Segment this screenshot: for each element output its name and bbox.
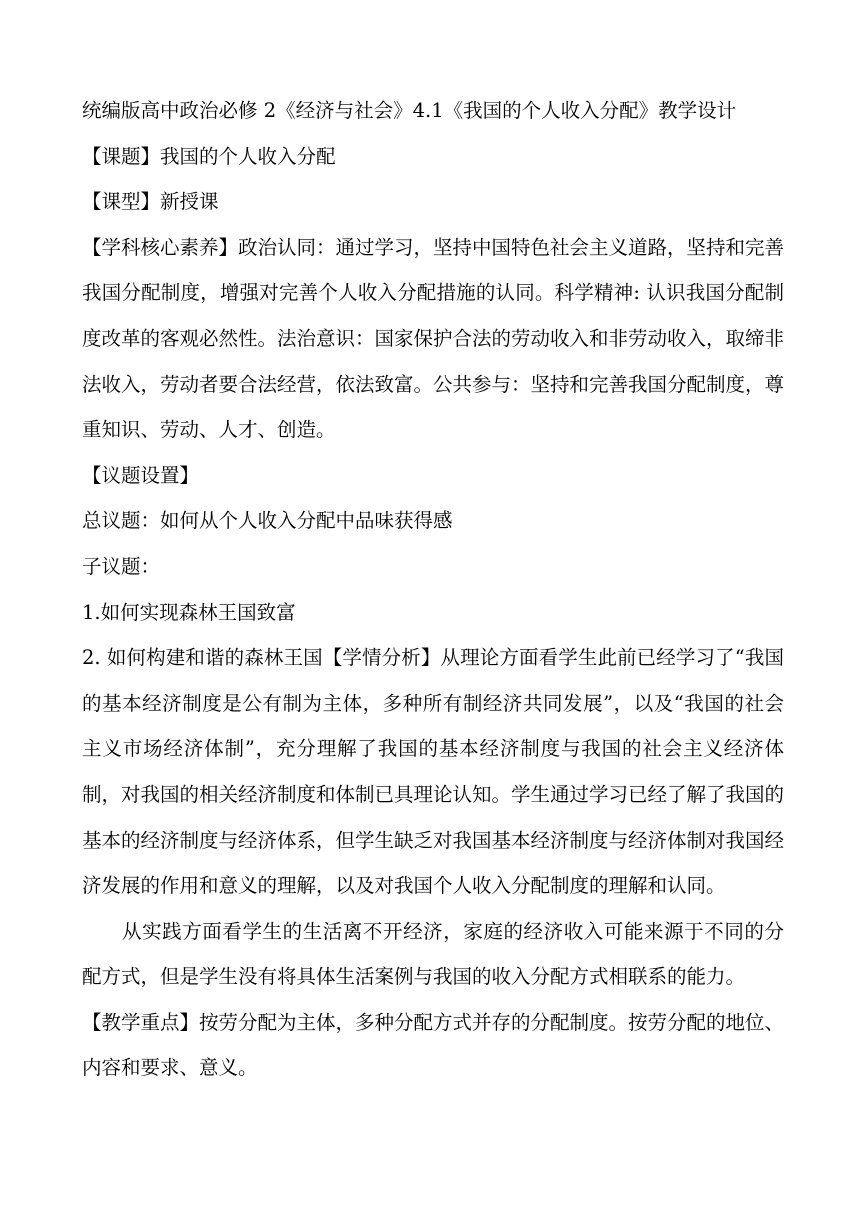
teaching-focus-paragraph: 【教学重点】按劳分配为主体，多种分配方式并存的分配制度。按劳分配的地位、内容和要求、意义。 (82, 1010, 785, 1080)
learning-analysis-paragraph: 2. 如何构建和谐的森林王国【学情分析】从理论方面看学生此前已经学习了“我国的基本经济制度是公有制为主体，多种所有制经济共同发展”，以及“我国的社会主义市场经济体制”，充分理解了我国的基本经济制度与我国的社会主义经济体制，对我国的相关经济制度和体制已具理论认知。学生通过学习已经了解了我国的基本的经济制度与经济体系，但学生缺乏对我国基本经济制度与经济体制对我国经济发展的作用和意义的理解，以及对我国个人收入分配制度的理解和认同。 (82, 646, 785, 898)
document-title: 统编版高中政治必修 2《经济与社会》4.1《我国的个人收入分配》教学设计 (82, 99, 737, 123)
document-body (82, 88, 784, 1091)
sub-issue-1: 1.如何实现森林王国致富 (82, 600, 296, 624)
issue-setting-heading: 【议题设置】 (82, 463, 200, 487)
core-literacy-paragraph: 【学科核心素养】政治认同：通过学习，坚持中国特色社会主义道路，坚持和完善我国分配制度，增强对完善个人收入分配措施的认同。科学精神: 认识我国分配制度改革的客观必然性。法治意识：国家保护合法的劳动收入和非劳动收入，取缔非法收入，劳动者要合法经营，依法致富。公共参与：坚持和完善我国分配制度，尊重知识、劳动、人才、创造。 (82, 235, 785, 442)
sub-issue-label: 子议题： (82, 554, 161, 578)
practice-analysis-paragraph: 从实践方面看学生的生活离不开经济，家庭的经济收入可能来源于不同的分配方式，但是学生没有将具体生活案例与我国的收入分配方式相联系的能力。 (82, 919, 784, 989)
main-issue-line: 总议题：如何从个人收入分配中品味获得感 (82, 509, 453, 533)
lesson-type-line: 【课型】新授课 (82, 190, 219, 214)
topic-line: 【课题】我国的个人收入分配 (82, 144, 336, 168)
